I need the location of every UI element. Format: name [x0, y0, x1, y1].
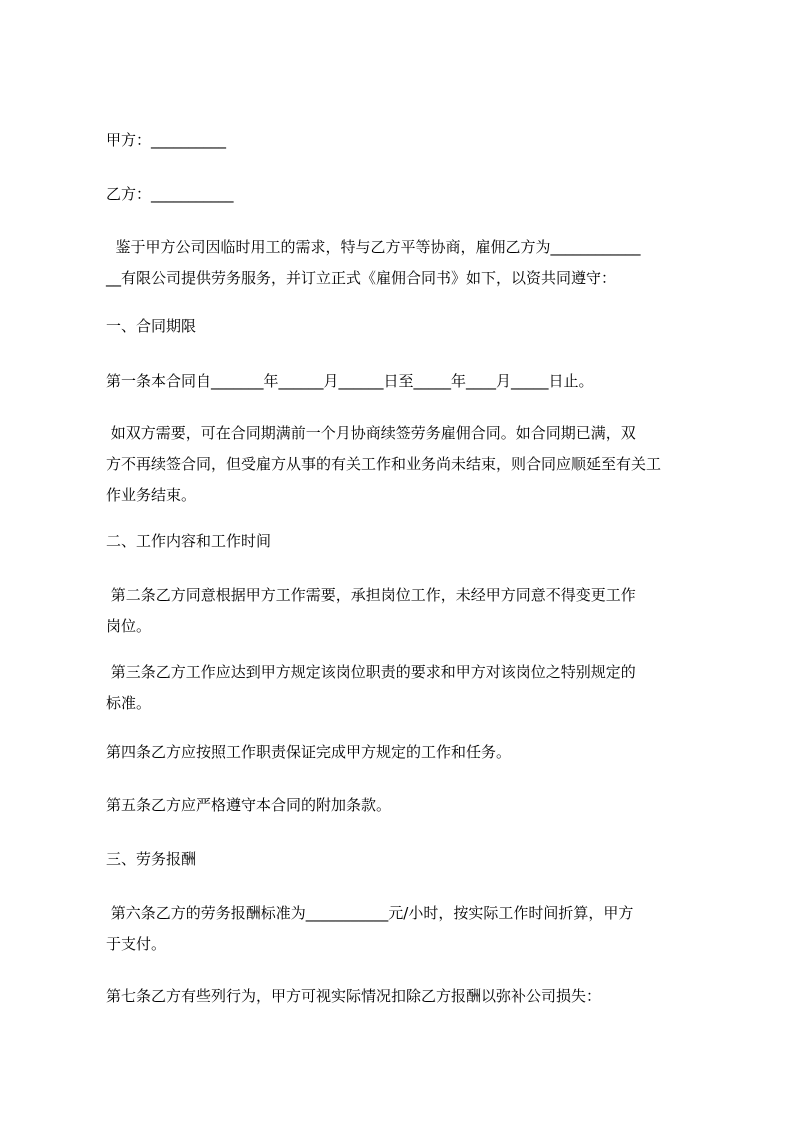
- party-b-line: 乙方：___________: [106, 185, 234, 203]
- article-5: 第五条乙方应严格遵守本合同的附加条款。: [106, 796, 392, 814]
- article-4: 第四条乙方应按照工作职责保证完成甲方规定的工作和任务。: [106, 743, 512, 761]
- article-6: 第六条乙方的劳务报酬标准为___________元/小时，按实际工作时间折算，甲方 于支付。: [106, 904, 634, 953]
- article-3: 第三条乙方工作应达到甲方规定该岗位职责的要求和甲方对该岗位之特别规定的 标准。: [106, 663, 636, 712]
- article-2: 第二条乙方同意根据甲方工作需要，承担岗位工作，未经甲方同意不得变更工作 岗位。: [106, 586, 636, 635]
- article-1: 第一条本合同自_______年______月______日至_____年____月_____日止。: [106, 372, 594, 390]
- article-7: 第七条乙方有些列行为，甲方可视实际情况扣除乙方报酬以弥补公司损失：: [106, 987, 602, 1005]
- preamble-paragraph: 鉴于甲方公司因临时用工的需求，特与乙方平等协商，雇佣乙方为____________ __有限公司提供劳务服务，并订立正式《雇佣合同书》如下，以资共同遵守：: [106, 238, 641, 287]
- article-1-note: 如双方需要，可在合同期满前一个月协商续签劳务雇佣合同。如合同期已满，双 方不再续签合同，但受雇方从事的有关工作和业务尚未结束，则合同应顺延至有关工 作业务结束。: [106, 424, 662, 504]
- section-1-heading: 一、合同期限: [106, 317, 197, 335]
- section-3-heading: 三、劳务报酬: [106, 850, 197, 868]
- party-a-line: 甲方：__________: [106, 131, 227, 149]
- section-2-heading: 二、工作内容和工作时间: [106, 532, 272, 550]
